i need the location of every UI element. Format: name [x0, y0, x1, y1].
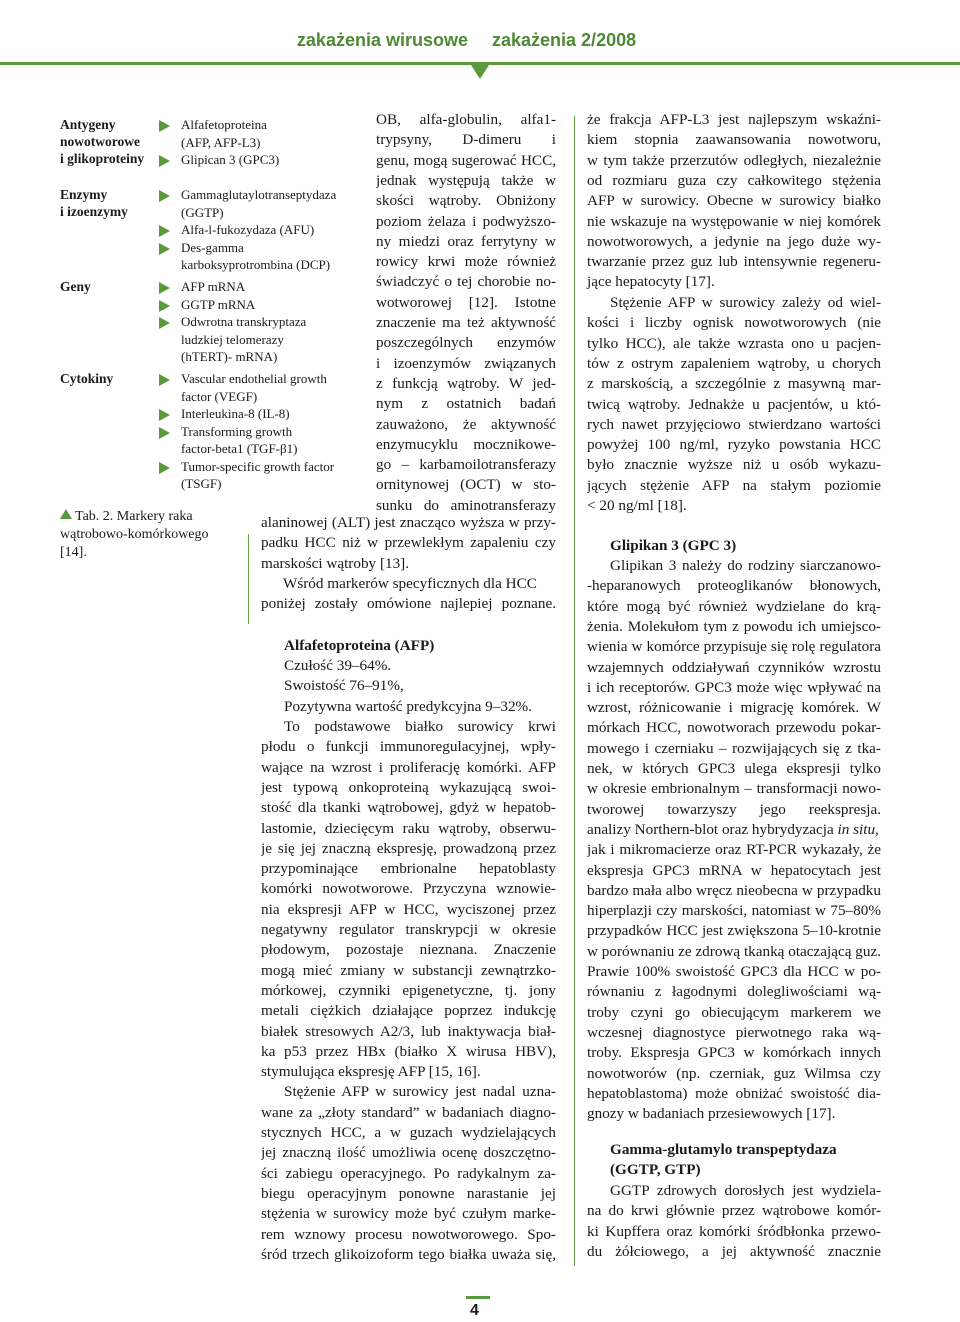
section-heading-glipikan: Glipikan 3 (GPC 3)	[610, 537, 737, 554]
table-items	[159, 370, 374, 493]
text-line: lastomie, dziecięcym raku wątroby, obserwu-	[261, 819, 556, 837]
marker-item	[159, 278, 374, 296]
text-line: zauważono, że aktywność	[376, 415, 556, 433]
section-heading-ggtp: (GGTP, GTP)	[610, 1161, 701, 1179]
text-line: wzajemnych oddziaływań czynników wzrostu	[587, 658, 881, 676]
caption-line-3: [14].	[60, 545, 87, 560]
afp-stat: Swoistość 76–91%,	[284, 677, 404, 695]
text-line: na do krwi głównie przez wątrobowe komór-	[587, 1202, 881, 1220]
text-fragment: ,	[875, 820, 879, 838]
text-line: Stężenie AFP w surowicy jest nadal uzna-	[284, 1083, 556, 1101]
journal-section: zakażenia wirusowe	[296, 30, 468, 50]
text-line: genu, mogą sugerować HCC,	[376, 151, 556, 169]
bullet-triangle-icon	[159, 120, 170, 132]
text-line: z funkcją wątroby. W jed-	[376, 374, 556, 392]
text-line: ornitynowej (OCT) w sto-	[376, 476, 556, 494]
text-line: rowicy krwi może również	[376, 253, 556, 271]
bullet-triangle-icon	[159, 409, 170, 421]
table-category	[60, 278, 155, 295]
marker-item	[159, 239, 374, 274]
text-line: trypsyny, D-dimeru i	[376, 131, 556, 149]
text-line: negatywny regulator transkrypcji w okresie	[261, 921, 556, 938]
text-line: nek, w których GPC3 ulega ekspresji tylko	[587, 760, 881, 777]
text-line: troby. Ekspresja GPC3 w komórkach innych	[587, 1044, 881, 1062]
bullet-triangle-icon	[159, 317, 170, 329]
text-line: jednak występują także w	[376, 171, 556, 189]
text-line: Wśród markerów specyficznych dla HCC	[283, 574, 537, 592]
text-line: w tym także przerzutów odległych, niezależnie	[587, 151, 881, 169]
text-line: Prawie 100% swoistość GPC3 dla HCC w po-	[587, 963, 881, 980]
text-line: nym z ostatnich badań	[376, 395, 556, 413]
text-fragment: analizy Northern-blot oraz hybrydyzacja	[587, 820, 838, 838]
text-line: jest typową onkoproteiną wykazującą swoi-	[261, 778, 556, 796]
marker-line: Transforming growth	[181, 423, 293, 439]
marker-item	[159, 370, 374, 405]
table-items	[159, 278, 374, 366]
text-line: To podstawowe białko surowicy krwi	[284, 718, 556, 735]
text-line: poziom żelaza i podwyższo-	[376, 212, 556, 230]
text-line: troby czyni go obiecującym markerem we	[587, 1003, 881, 1021]
text-line: je się jej znaczną ekspresję, prowadzoną przez	[261, 839, 556, 857]
section-heading-afp: Alfafetoproteina (AFP)	[284, 637, 435, 654]
text-line: świadczyć o tej chorobie no-	[376, 273, 556, 291]
marker-item	[159, 221, 374, 239]
table-items	[159, 116, 374, 169]
text-line: wane za „złoty standard” w badaniach diagno-	[261, 1103, 556, 1121]
text-line: że frakcja AFP-L3 jest najlepszym wskaźni-	[587, 111, 881, 128]
text-line: płodu o funkcji immunoregulacyjnej, wpły-	[261, 738, 556, 756]
text-line: poszczególnych enzymów	[376, 334, 556, 352]
text-line: stość dla tkanki wątrobowej, gdyż w hepatob-	[261, 799, 556, 817]
text-line: żenia. Molekułom tym z powodu ich umiejsco-	[587, 617, 881, 635]
text-line: bardzo mała albo wręcz nieobecna w przypadku	[587, 881, 881, 899]
text-line: AFP w surowicy. Obecne w surowicy białko	[587, 192, 881, 210]
text-line: przypadków HCC jest zwiększona 5–10-krotnie	[587, 922, 881, 940]
marker-item	[159, 458, 374, 493]
text-line: w porównaniu ze zdrową tkanką otaczającą guz.	[587, 942, 881, 960]
table-items	[159, 186, 374, 274]
text-line: i izoenzymów związanych	[376, 354, 556, 372]
category-line: Geny	[60, 279, 91, 294]
marker-line: (AFP, AFP-L3)	[181, 134, 261, 150]
text-line: twarzanie przez guz lub intensywnie regeneru-	[587, 253, 881, 271]
text-line: powyżej 100 ng/ml, ryzyko powstania HCC	[587, 436, 881, 454]
text-line: i ich receptorów. GPC3 może więc wpływać na	[587, 678, 881, 696]
journal-issue: zakażenia 2/2008	[492, 30, 637, 50]
page-number: 4	[470, 1302, 479, 1319]
text-line: wczesnej diagnostyce pierwotnego raka wą-	[587, 1023, 881, 1041]
text-line: biegu operacyjnym ponowne narastanie jej	[261, 1184, 556, 1202]
text-line: ny miedzi oraz ferrytyny w	[376, 232, 556, 250]
afp-stat: Czułość 39–64%.	[284, 657, 392, 674]
text-line: ści zabiegu operacyjnego. Po radykalnym za-	[261, 1164, 556, 1182]
marker-line: Vascular endothelial growth	[181, 371, 327, 386]
text-line: tylko HCC), ale także wzrasta ono u pacjen-	[587, 334, 881, 352]
marker-line: Interleukina-8 (IL-8)	[181, 406, 290, 421]
text-line: Glipikan 3 należy do rodziny siarczanowo-	[610, 557, 881, 574]
text-line: było znacznie wyższe niż u osób wykazu-	[587, 456, 881, 474]
text-line: mórkowej, czynniki epigenetyczne, tj. jony	[261, 981, 556, 999]
text-line: Stężenie AFP w surowicy zależy od wiel-	[610, 294, 881, 311]
caption-line-1: Tab. 2. Markery raka	[75, 509, 193, 524]
bullet-triangle-icon	[159, 155, 170, 167]
text-line: z marskością, a szczególnie z masywną mar-	[587, 375, 881, 393]
text-line: gnozy w badaniach przesiewowych [17].	[587, 1105, 836, 1123]
text-line: jak i mikromacierze oraz RT-PCR wykazały, że	[587, 841, 881, 859]
text-line: kiem stopnia zaawansowania nowotworu,	[587, 131, 881, 149]
text-line: enzymucyklu mocznikowe-	[376, 435, 556, 453]
table-caption	[60, 508, 250, 562]
marker-line: (GGTP)	[181, 204, 224, 220]
text-line: śród trzech glikoizoform tego białka uważa się,	[261, 1245, 556, 1263]
marker-line: Odwrotna transkryptaza	[181, 314, 307, 329]
bullet-triangle-icon	[159, 190, 170, 202]
text-line: hepatoblastoma) może obniżać swoistość dia-	[587, 1084, 881, 1102]
text-line: OB, alfa-globulin, alfa1-	[376, 111, 556, 128]
text-line: metali ciężkich działające poprzez indukcję	[261, 1002, 556, 1020]
marker-line: Alfafetoproteina	[181, 117, 267, 132]
marker-line: (TSGF)	[181, 476, 222, 491]
marker-item	[159, 151, 374, 169]
text-line: jących stężenie AFP na stałym poziomie	[587, 476, 881, 494]
caption-triangle-icon	[60, 509, 72, 519]
italic-term: in situ	[837, 820, 876, 838]
text-line: rych nawet przyjęciowo stwierdzano wartości	[587, 415, 881, 433]
text-line: komórki nowotworowe. Przyczyna wznowie-	[261, 880, 556, 898]
text-line: wotworowej [12]. Istotne	[376, 293, 556, 311]
marker-line: Glipican 3 (GPC3)	[181, 152, 280, 167]
text-line: < 20 ng/ml [18].	[587, 497, 687, 514]
marker-line: Gammaglutaylotranseptydaza	[181, 187, 337, 202]
text-line: w okresie embrionalnym – transformacji nowo-	[587, 780, 881, 798]
text-line: twicą wątroby. Jednakże u pacjentów, u któ-	[587, 395, 881, 413]
marker-line: (hTERT)- mRNA)	[181, 349, 278, 364]
text-line: od rozmiaru guza czy całkowitego stężenia	[587, 171, 881, 189]
marker-line: GGTP mRNA	[181, 296, 256, 312]
category-line: i izoenzymy	[60, 204, 128, 219]
text-line: rem wznowy procesu nowotworowego. Spo-	[261, 1225, 556, 1243]
marker-item	[159, 186, 374, 221]
text-line: padku HCC niż w przewlekłym zapaleniu czy	[261, 534, 556, 552]
text-line	[587, 820, 881, 840]
bullet-triangle-icon	[159, 225, 170, 237]
text-line: nowotworów (np. czerniak, guz Wilmsa czy	[587, 1064, 881, 1082]
bullet-triangle-icon	[159, 300, 170, 312]
category-line: Enzymy	[60, 187, 108, 202]
text-line: jące hepatocyty [17].	[587, 273, 715, 291]
marker-line: AFP mRNA	[181, 279, 246, 294]
text-line: płodowym, pozostaje nieznana. Znaczenie	[261, 941, 556, 959]
text-line: białek stresowych A2/3, lub inaktywacja biał-	[261, 1022, 556, 1040]
category-line: i glikoproteiny	[60, 151, 145, 166]
marker-line: Tumor-specific growth factor	[181, 458, 335, 474]
marker-item	[159, 313, 374, 366]
marker-line: factor-beta1 (TGF-β1)	[181, 441, 298, 456]
bullet-triangle-icon	[159, 462, 170, 474]
text-line: GGTP zdrowych dorosłych jest wydziela-	[610, 1182, 881, 1199]
text-line: hiperplazji czy marskości, natomiast w 75–80%	[587, 902, 881, 920]
afp-stat: Pozytywna wartość predykcyjna 9–32%.	[284, 697, 532, 715]
category-line: Cytokiny	[60, 371, 114, 386]
text-line: nia ekspresji AFP w HCC, wyciszonej przez	[261, 900, 556, 918]
category-line: Antygeny	[60, 117, 116, 132]
category-line: nowotworowe	[60, 134, 140, 149]
bullet-triangle-icon	[159, 282, 170, 294]
text-line: wające na wzrost i proliferację komórki. AFP	[261, 758, 556, 776]
text-line: mowego i czerniaku – rozwijających się z tka-	[587, 739, 881, 757]
section-heading-ggtp: Gamma-glutamylo transpeptydaza	[610, 1141, 837, 1158]
page-header	[0, 0, 960, 64]
text-line: skości wątroby. Obniżony	[376, 192, 556, 210]
marker-line: ludzkiej telomerazy	[181, 331, 284, 347]
text-line: wzrost, różnicowanie i migrację komórek. W	[587, 699, 881, 717]
text-line: stycznych HCC, a w guzach wydzielających	[261, 1124, 556, 1141]
marker-item	[159, 296, 374, 314]
text-line: ki Kupffera oraz komórki śródbłonka przewo-	[587, 1222, 881, 1240]
text-line: tworowej towarzyszy jego reekspresja.	[587, 800, 881, 818]
page-number-bar	[466, 1296, 490, 1299]
bullet-triangle-icon	[159, 374, 170, 386]
text-line: stężenia w surowicy może być czułym marke-	[261, 1205, 556, 1223]
text-line: ekspresja GPC3 mRNA w hepatocytach jest	[587, 861, 881, 879]
table-category	[60, 116, 155, 167]
table-category	[60, 186, 155, 220]
text-line: nie wskazuje na występowanie w niej komórek	[587, 212, 881, 230]
text-line: -heparanowych proteoglikanów błonowych,	[587, 577, 881, 595]
bullet-triangle-icon	[159, 243, 170, 255]
text-line: równaniu z łagodnymi dolegliwościami wą-	[587, 983, 881, 1001]
text-line: które mogą być również wydzielane do krą-	[587, 597, 881, 615]
text-line: przypominające embrionalne hepatoblasty	[261, 860, 556, 878]
bullet-triangle-icon	[159, 427, 170, 439]
marker-item	[159, 423, 374, 458]
table-category	[60, 370, 155, 387]
text-line: go – karbamoilotransferazy	[376, 456, 556, 474]
text-line: ka p53 przez HBx (białko X wirusa HBV),	[261, 1042, 556, 1060]
column-divider-right	[574, 116, 575, 1266]
header-notch	[471, 65, 489, 79]
text-line: alaninowej (ALT) jest znacząco wyższa w przy-	[261, 514, 556, 531]
marker-line: factor (VEGF)	[181, 388, 258, 404]
text-line: mogą mieć zmiany w substancji zewnątrzko-	[261, 961, 556, 979]
text-line: jej znaczną ilość umożliwia ocenę doszczętno-	[261, 1144, 556, 1162]
text-line: poniżej zostały omówione najlepiej poznane.	[261, 595, 556, 613]
marker-item	[159, 405, 374, 423]
text-line: du żółciowego, a jej aktywność znacznie	[587, 1242, 881, 1260]
marker-item	[159, 116, 374, 151]
text-line: marskości wątroby [13].	[261, 554, 410, 572]
marker-line: karboksyprotrombina (DCP)	[181, 257, 331, 272]
text-line: sunku do aminotransferazy	[376, 496, 556, 514]
text-line: stymulująca ekspresję AFP [15, 16].	[261, 1063, 481, 1081]
text-line: wienia w komórce przypisuje się rolę regulatora	[587, 638, 881, 656]
caption-line-2: wątrobowo-komórkowego	[60, 527, 209, 542]
marker-line: Des-gamma	[181, 239, 244, 255]
text-line: kości i liczby ognisk nowotworowych (nie	[587, 314, 881, 332]
text-line: nowotworowych, a jedynie na jego duże wy-	[587, 232, 881, 250]
text-line: znaczenie ma też aktywność	[376, 314, 556, 331]
text-line: tów z ostrym zapaleniem wątroby, u chorych	[587, 354, 881, 372]
marker-line: Alfa-l-fukozydaza (AFU)	[181, 222, 315, 237]
text-line: mórkach HCC, nowotworach przewodu pokar-	[587, 719, 881, 737]
